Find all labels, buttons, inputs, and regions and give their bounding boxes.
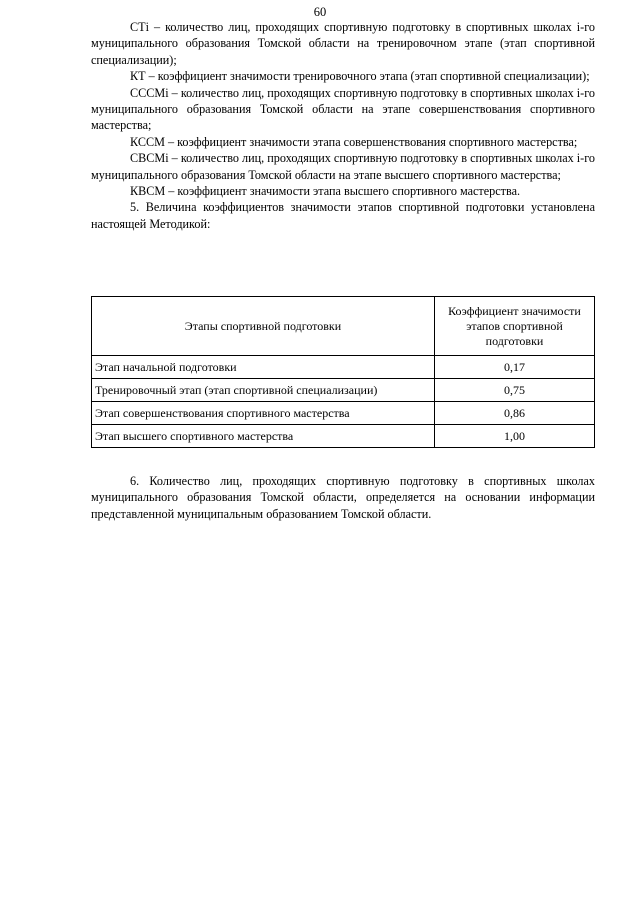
- clause-6-section: [91, 473, 595, 522]
- stage-cell: Этап высшего спортивного мастерства: [92, 425, 435, 448]
- stage-cell: Тренировочный этап (этап спортивной специализации): [92, 379, 435, 402]
- coefficients-table: [91, 296, 595, 448]
- header-coefficient: Коэффициент значимости этапов спортивной подготовки: [435, 297, 595, 356]
- value-cell: 0,17: [435, 356, 595, 379]
- table-header-row: [92, 297, 595, 356]
- header-stage: Этапы спортивной подготовки: [92, 297, 435, 356]
- value-cell: 0,86: [435, 402, 595, 425]
- page-number: 60: [313, 5, 327, 19]
- stage-cell: Этап начальной подготовки: [92, 356, 435, 379]
- definition-kssm: КССМ – коэффициент значимости этапа совершенствования спортивного мастерства;: [130, 134, 578, 149]
- stage-cell: Этап совершенствования спортивного мастерства: [92, 402, 435, 425]
- table-row: [92, 425, 595, 448]
- table-row: [92, 402, 595, 425]
- clause-6: 6. Количество лиц, проходящих спортивную подготовку в спортивных школах муниципального образования Томской области, определяется на основании информации представленной муниципальным образованием Томской области.: [91, 474, 595, 521]
- definition-kvsm: КВСМ – коэффициент значимости этапа высшего спортивного мастерства.: [130, 184, 521, 199]
- value-cell: 0,75: [435, 379, 595, 402]
- definition-kt: КТ – коэффициент значимости тренировочного этапа (этап спортивной специализации);: [130, 69, 590, 84]
- clause-5: 5. Величина коэффициентов значимости этапов спортивной подготовки установлена настоящей Методикой:: [91, 200, 595, 231]
- table-row: [92, 356, 595, 379]
- definition-svsm: СВСМi – количество лиц, проходящих спортивную подготовку в спортивных школах i-го муниципального образования Томской области на этапе высшего спортивного мастерства;: [91, 151, 595, 182]
- value-cell: 1,00: [435, 425, 595, 448]
- definition-st: СТi – количество лиц, проходящих спортивную подготовку в спортивных школах i-го муниципального образования Томской области на тренировочном этапе (этап спортивной специализации);: [91, 20, 595, 67]
- table-row: [92, 379, 595, 402]
- definition-sssm: СССМi – количество лиц, проходящих спортивную подготовку в спортивных школах i-го муниципального образования Томской области на этапе совершенствования спортивного мастерства;: [91, 85, 595, 133]
- definitions-section: [91, 19, 595, 232]
